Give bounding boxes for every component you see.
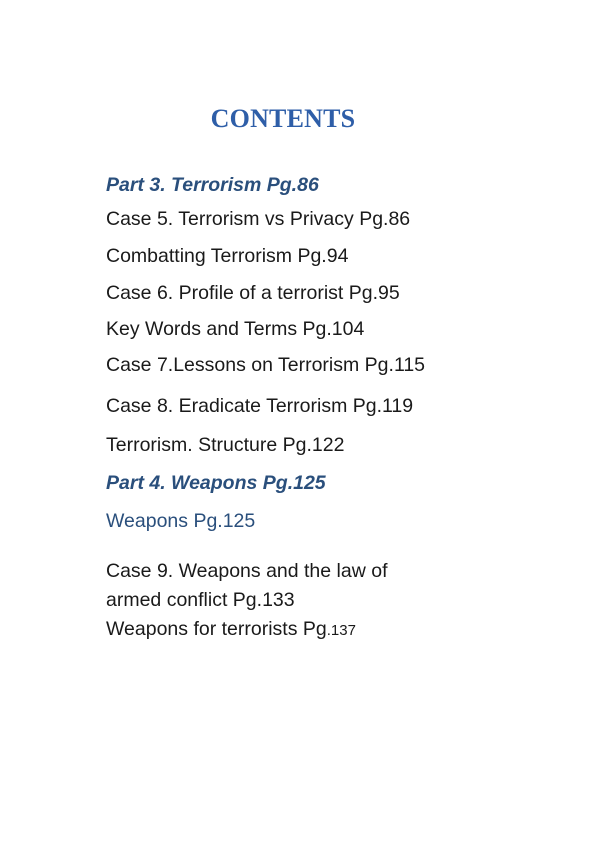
- toc-entry-case-9-line-1: Case 9. Weapons and the law of: [106, 560, 388, 582]
- toc-entry-case-7: Case 7.Lessons on Terrorism Pg.115: [106, 354, 426, 376]
- toc-entry-terrorism-structure: Terrorism. Structure Pg.122: [106, 434, 345, 456]
- page-title: CONTENTS: [210, 104, 356, 133]
- toc-entry-case-5: Case 5. Terrorism vs Privacy Pg.86: [106, 208, 411, 230]
- toc-entry-weapons-for-terrorists: [106, 618, 356, 641]
- toc-entry-weapons-for-terrorists-main: Weapons for terrorists Pg: [106, 618, 327, 640]
- toc-part-3-heading: Part 3. Terrorism Pg.86: [106, 174, 319, 196]
- toc-entry-key-words: Key Words and Terms Pg.104: [106, 318, 365, 340]
- toc-part-4-heading: Part 4. Weapons Pg.125: [106, 472, 326, 494]
- toc-entry-case-6: Case 6. Profile of a terrorist Pg.95: [106, 282, 400, 304]
- toc-entry-weapons: Weapons Pg.125: [106, 510, 256, 532]
- toc-entry-weapons-for-terrorists-page: .137: [326, 622, 356, 639]
- toc-entry-combatting-terrorism: Combatting Terrorism Pg.94: [106, 245, 349, 267]
- toc-entry-case-8: Case 8. Eradicate Terrorism Pg.119: [106, 395, 414, 417]
- toc-entry-case-9-line-2: armed conflict Pg.133: [106, 589, 295, 611]
